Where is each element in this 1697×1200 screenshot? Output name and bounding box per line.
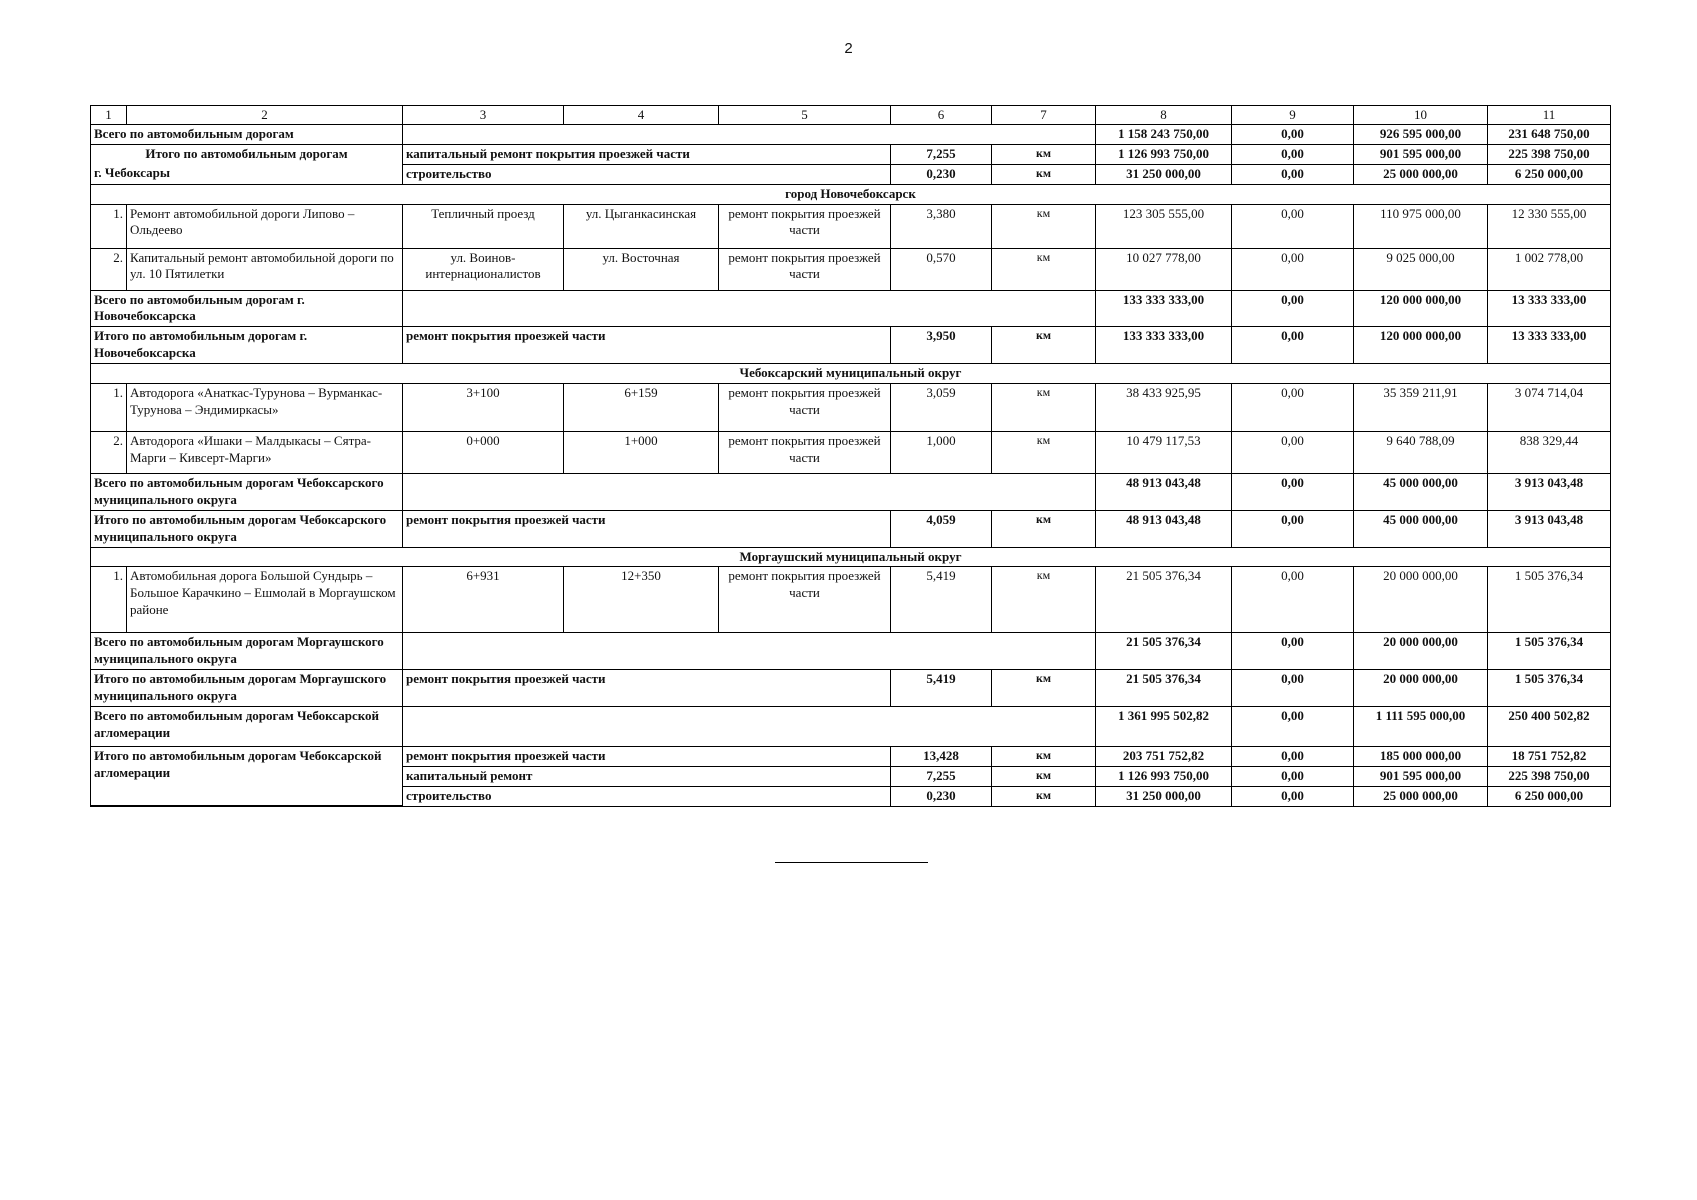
amount-cell: 20 000 000,00 <box>1354 633 1488 670</box>
amount-cell: 0,00 <box>1232 144 1354 164</box>
amount-cell: 901 595 000,00 <box>1354 766 1488 786</box>
unit-cell: км <box>992 670 1096 707</box>
amount-cell: 1 361 995 502,82 <box>1096 707 1232 747</box>
total-row <box>91 474 1611 511</box>
amount-cell: 3 074 714,04 <box>1488 384 1611 432</box>
empty-cell <box>403 633 1096 670</box>
table-row <box>91 567 1611 633</box>
start-point: ул. Воинов-интернационалистов <box>403 248 564 290</box>
amount-cell: 231 648 750,00 <box>1488 125 1611 145</box>
work-type: строительство <box>403 786 891 806</box>
amount-cell: 1 111 595 000,00 <box>1354 707 1488 747</box>
row-number: 2. <box>91 248 127 290</box>
total-row <box>91 707 1611 747</box>
amount-cell: 120 000 000,00 <box>1354 327 1488 364</box>
amount-cell: 0,00 <box>1232 125 1354 145</box>
itogo-label: Итого по автомобильным дорогам <box>91 144 403 164</box>
total-row <box>91 125 1611 145</box>
total-row <box>91 633 1611 670</box>
amount-cell: 0,00 <box>1232 432 1354 474</box>
table-row <box>91 204 1611 248</box>
amount-cell: 0,00 <box>1232 766 1354 786</box>
amount-cell: 0,00 <box>1232 633 1354 670</box>
unit-cell: км <box>992 384 1096 432</box>
section-title: Моргаушский муниципальный округ <box>91 547 1611 567</box>
length-cell: 3,059 <box>891 384 992 432</box>
unit-cell: км <box>992 248 1096 290</box>
column-number: 4 <box>564 106 719 125</box>
itogo-row <box>91 510 1611 547</box>
unit-cell: км <box>992 786 1096 806</box>
empty-cell <box>403 474 1096 511</box>
amount-cell: 0,00 <box>1232 567 1354 633</box>
amount-cell: 0,00 <box>1232 510 1354 547</box>
amount-cell: 6 250 000,00 <box>1488 164 1611 184</box>
itogo-row <box>91 670 1611 707</box>
work-type: ремонт покрытия проезжей части <box>719 432 891 474</box>
amount-cell: 3 913 043,48 <box>1488 510 1611 547</box>
column-number: 9 <box>1232 106 1354 125</box>
end-point: ул. Восточная <box>564 248 719 290</box>
itogo-label: Итого по автомобильным дорогам Чебоксарской агломерации <box>91 747 403 807</box>
unit-cell: км <box>992 164 1096 184</box>
unit-cell: км <box>992 204 1096 248</box>
amount-cell: 0,00 <box>1232 384 1354 432</box>
column-number: 8 <box>1096 106 1232 125</box>
amount-cell: 1 158 243 750,00 <box>1096 125 1232 145</box>
road-name: Автодорога «Анаткас-Турунова – Вурманкас-Турунова – Эндимиркасы» <box>127 384 403 432</box>
total-label: Всего по автомобильным дорогам Моргаушского муниципального округа <box>91 633 403 670</box>
length-cell: 0,230 <box>891 786 992 806</box>
end-point: 6+159 <box>564 384 719 432</box>
amount-cell: 45 000 000,00 <box>1354 510 1488 547</box>
row-number: 1. <box>91 567 127 633</box>
road-name: Автомобильная дорога Большой Сундырь – Большое Карачкино – Ешмолай в Моргаушском районе <box>127 567 403 633</box>
amount-cell: 48 913 043,48 <box>1096 510 1232 547</box>
amount-cell: 13 333 333,00 <box>1488 327 1611 364</box>
amount-cell: 901 595 000,00 <box>1354 144 1488 164</box>
work-type: капитальный ремонт <box>403 766 891 786</box>
column-number: 5 <box>719 106 891 125</box>
amount-cell: 838 329,44 <box>1488 432 1611 474</box>
unit-cell: км <box>992 510 1096 547</box>
road-repair-table <box>90 105 1611 807</box>
end-point: ул. Цыганкасинская <box>564 204 719 248</box>
table-row <box>91 248 1611 290</box>
itogo-row <box>91 144 1611 164</box>
itogo-label: Итого по автомобильным дорогам Моргаушского муниципального округа <box>91 670 403 707</box>
amount-cell: 0,00 <box>1232 786 1354 806</box>
length-cell: 7,255 <box>891 144 992 164</box>
amount-cell: 0,00 <box>1232 474 1354 511</box>
table-row <box>91 432 1611 474</box>
amount-cell: 0,00 <box>1232 747 1354 767</box>
length-cell: 5,419 <box>891 670 992 707</box>
amount-cell: 20 000 000,00 <box>1354 567 1488 633</box>
length-cell: 3,950 <box>891 327 992 364</box>
itogo-label: г. Чебоксары <box>91 164 403 184</box>
start-point: 0+000 <box>403 432 564 474</box>
start-point: 6+931 <box>403 567 564 633</box>
row-number: 1. <box>91 384 127 432</box>
amount-cell: 250 400 502,82 <box>1488 707 1611 747</box>
amount-cell: 123 305 555,00 <box>1096 204 1232 248</box>
road-name: Ремонт автомобильной дороги Липово – Ольдеево <box>127 204 403 248</box>
column-number: 3 <box>403 106 564 125</box>
column-number: 10 <box>1354 106 1488 125</box>
empty-cell <box>403 290 1096 327</box>
itogo-label: Итого по автомобильным дорогам Чебоксарского муниципального округа <box>91 510 403 547</box>
amount-cell: 133 333 333,00 <box>1096 327 1232 364</box>
amount-cell: 1 126 993 750,00 <box>1096 144 1232 164</box>
amount-cell: 0,00 <box>1232 164 1354 184</box>
section-header <box>91 184 1611 204</box>
amount-cell: 25 000 000,00 <box>1354 786 1488 806</box>
length-cell: 0,570 <box>891 248 992 290</box>
section-header <box>91 547 1611 567</box>
column-number-row <box>91 106 1611 125</box>
total-label: Всего по автомобильным дорогам Чебоксарского муниципального округа <box>91 474 403 511</box>
section-title: город Новочебоксарск <box>91 184 1611 204</box>
itogo-row <box>91 327 1611 364</box>
amount-cell: 21 505 376,34 <box>1096 567 1232 633</box>
amount-cell: 21 505 376,34 <box>1096 633 1232 670</box>
amount-cell: 1 505 376,34 <box>1488 633 1611 670</box>
amount-cell: 1 505 376,34 <box>1488 670 1611 707</box>
end-point: 1+000 <box>564 432 719 474</box>
amount-cell: 6 250 000,00 <box>1488 786 1611 806</box>
length-cell: 1,000 <box>891 432 992 474</box>
work-type: ремонт покрытия проезжей части <box>403 327 891 364</box>
length-cell: 5,419 <box>891 567 992 633</box>
page-number: 2 <box>844 40 853 57</box>
row-number: 1. <box>91 204 127 248</box>
column-number: 1 <box>91 106 127 125</box>
amount-cell: 110 975 000,00 <box>1354 204 1488 248</box>
row-number: 2. <box>91 432 127 474</box>
unit-cell: км <box>992 327 1096 364</box>
unit-cell: км <box>992 747 1096 767</box>
road-name: Капитальный ремонт автомобильной дороги по ул. 10 Пятилетки <box>127 248 403 290</box>
amount-cell: 225 398 750,00 <box>1488 144 1611 164</box>
work-type: ремонт покрытия проезжей части <box>403 670 891 707</box>
amount-cell: 31 250 000,00 <box>1096 786 1232 806</box>
work-type: ремонт покрытия проезжей части <box>719 248 891 290</box>
work-type: строительство <box>403 164 891 184</box>
amount-cell: 0,00 <box>1232 290 1354 327</box>
amount-cell: 225 398 750,00 <box>1488 766 1611 786</box>
length-cell: 0,230 <box>891 164 992 184</box>
itogo-row <box>91 164 1611 184</box>
column-number: 6 <box>891 106 992 125</box>
road-name: Автодорога «Ишаки – Малдыкасы – Сятра-Марги – Кивсерт-Марги» <box>127 432 403 474</box>
empty-cell <box>403 125 1096 145</box>
start-point: Тепличный проезд <box>403 204 564 248</box>
total-label: Всего по автомобильным дорогам Чебоксарской агломерации <box>91 707 403 747</box>
amount-cell: 0,00 <box>1232 204 1354 248</box>
empty-cell <box>403 707 1096 747</box>
column-number: 2 <box>127 106 403 125</box>
amount-cell: 31 250 000,00 <box>1096 164 1232 184</box>
amount-cell: 12 330 555,00 <box>1488 204 1611 248</box>
amount-cell: 20 000 000,00 <box>1354 670 1488 707</box>
length-cell: 4,059 <box>891 510 992 547</box>
amount-cell: 926 595 000,00 <box>1354 125 1488 145</box>
amount-cell: 3 913 043,48 <box>1488 474 1611 511</box>
start-point: 3+100 <box>403 384 564 432</box>
work-type: капитальный ремонт покрытия проезжей части <box>403 144 891 164</box>
amount-cell: 10 027 778,00 <box>1096 248 1232 290</box>
amount-cell: 1 002 778,00 <box>1488 248 1611 290</box>
unit-cell: км <box>992 432 1096 474</box>
amount-cell: 133 333 333,00 <box>1096 290 1232 327</box>
amount-cell: 120 000 000,00 <box>1354 290 1488 327</box>
amount-cell: 1 126 993 750,00 <box>1096 766 1232 786</box>
amount-cell: 0,00 <box>1232 327 1354 364</box>
amount-cell: 35 359 211,91 <box>1354 384 1488 432</box>
amount-cell: 25 000 000,00 <box>1354 164 1488 184</box>
total-label: Всего по автомобильным дорогам <box>91 125 403 145</box>
column-number: 7 <box>992 106 1096 125</box>
itogo-label: Итого по автомобильным дорогам г. Новочебоксарска <box>91 327 403 364</box>
unit-cell: км <box>992 144 1096 164</box>
amount-cell: 0,00 <box>1232 670 1354 707</box>
amount-cell: 0,00 <box>1232 707 1354 747</box>
amount-cell: 38 433 925,95 <box>1096 384 1232 432</box>
end-divider-line <box>775 862 928 863</box>
column-number: 11 <box>1488 106 1611 125</box>
total-label: Всего по автомобильным дорогам г. Новочебоксарска <box>91 290 403 327</box>
amount-cell: 21 505 376,34 <box>1096 670 1232 707</box>
work-type: ремонт покрытия проезжей части <box>719 384 891 432</box>
work-type: ремонт покрытия проезжей части <box>719 567 891 633</box>
amount-cell: 18 751 752,82 <box>1488 747 1611 767</box>
amount-cell: 13 333 333,00 <box>1488 290 1611 327</box>
amount-cell: 9 640 788,09 <box>1354 432 1488 474</box>
length-cell: 7,255 <box>891 766 992 786</box>
amount-cell: 203 751 752,82 <box>1096 747 1232 767</box>
end-point: 12+350 <box>564 567 719 633</box>
total-row <box>91 290 1611 327</box>
amount-cell: 1 505 376,34 <box>1488 567 1611 633</box>
amount-cell: 9 025 000,00 <box>1354 248 1488 290</box>
table-row <box>91 384 1611 432</box>
work-type: ремонт покрытия проезжей части <box>403 510 891 547</box>
itogo-row <box>91 747 1611 767</box>
amount-cell: 0,00 <box>1232 248 1354 290</box>
section-title: Чебоксарский муниципальный округ <box>91 364 1611 384</box>
amount-cell: 185 000 000,00 <box>1354 747 1488 767</box>
length-cell: 13,428 <box>891 747 992 767</box>
work-type: ремонт покрытия проезжей части <box>403 747 891 767</box>
amount-cell: 45 000 000,00 <box>1354 474 1488 511</box>
length-cell: 3,380 <box>891 204 992 248</box>
unit-cell: км <box>992 766 1096 786</box>
work-type: ремонт покрытия проезжей части <box>719 204 891 248</box>
section-header <box>91 364 1611 384</box>
amount-cell: 48 913 043,48 <box>1096 474 1232 511</box>
unit-cell: км <box>992 567 1096 633</box>
amount-cell: 10 479 117,53 <box>1096 432 1232 474</box>
